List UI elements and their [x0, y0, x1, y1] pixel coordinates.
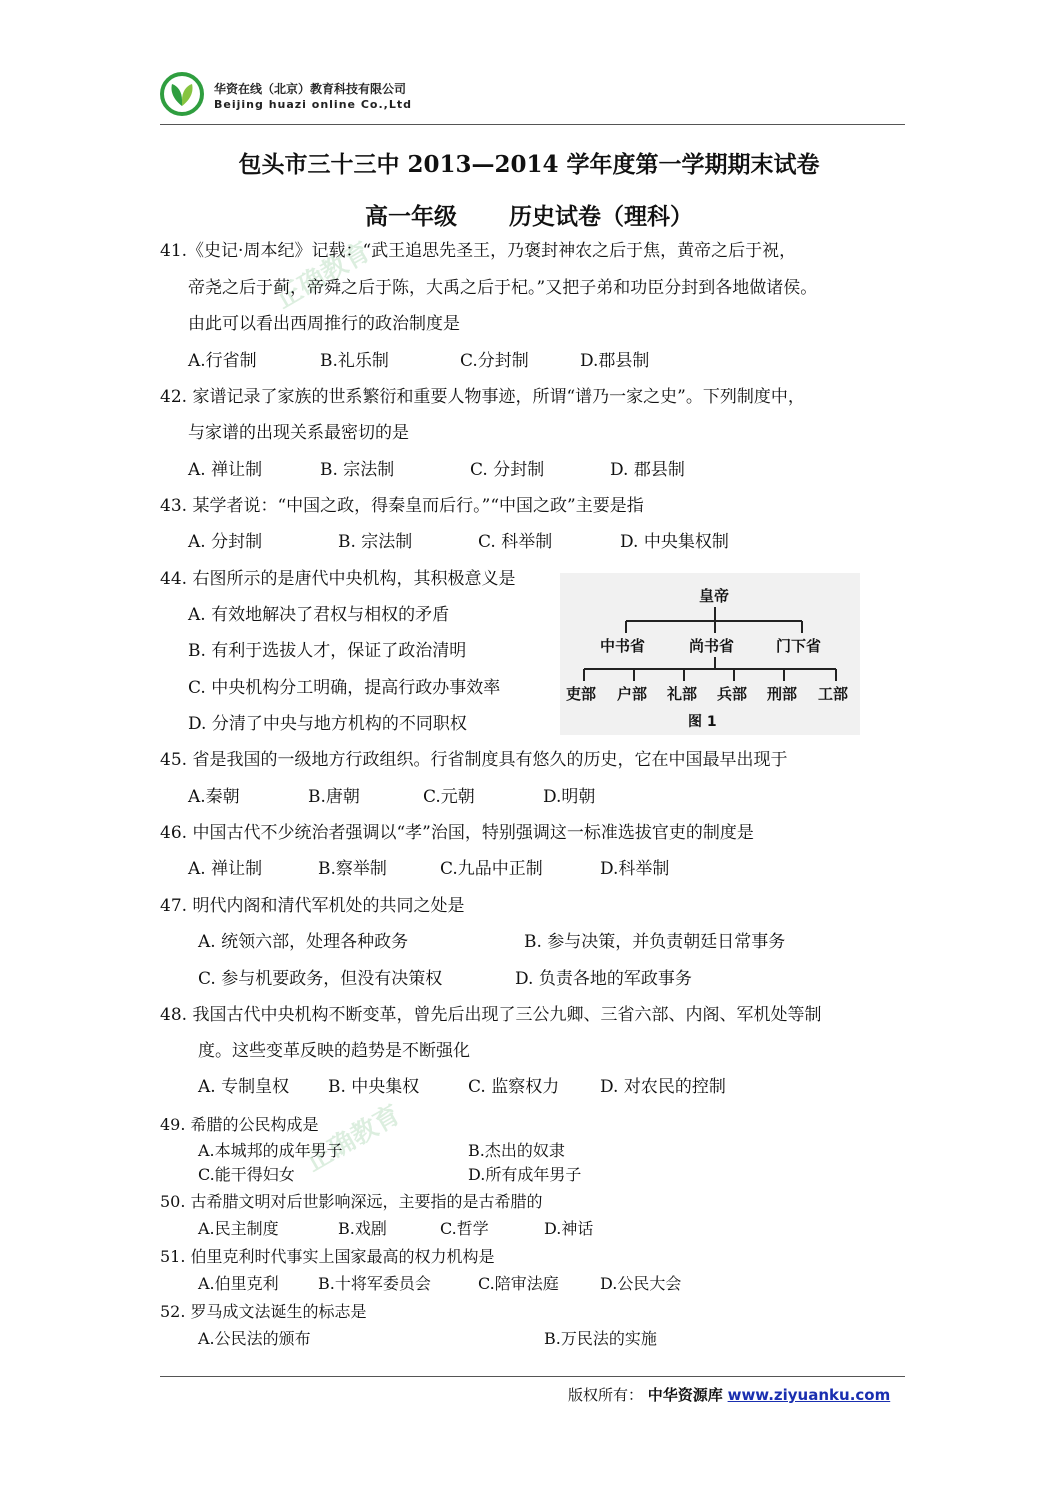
exam-title: 包头市三十三中 2013—2014 学年度第一学期期末试卷 [238, 151, 820, 178]
question-48-option-b: B. 中央集权 [328, 1077, 420, 1097]
node-shangshu: 尚书省 [689, 637, 735, 655]
question-48-option-d: D. 对农民的控制 [600, 1077, 726, 1097]
question-51-option-a: A.伯里克利 [198, 1274, 279, 1293]
company-name-cn: 华资在线（北京）教育科技有限公司 [214, 82, 407, 96]
question-50-option-b: B.戏剧 [338, 1219, 387, 1238]
question-47-option-c: C. 参与机要政务，但没有决策权 [198, 969, 443, 989]
page-footer [568, 1384, 890, 1405]
question-45-line: 45. 省是我国的一级地方行政组织。行省制度具有悠久的历史，它在中国最早出现于 [160, 750, 788, 770]
node-ministry-war: 兵部 [717, 685, 748, 703]
question-43-line: 43. 某学者说：“中国之政，得秦皇而后行。”“中国之政”主要是指 [160, 496, 644, 516]
question-42-option-a: A. 禅让制 [188, 460, 263, 480]
question-43-option-d: D. 中央集权制 [620, 532, 729, 552]
figure-caption: 图 1 [688, 714, 717, 730]
question-41-option-b: B.礼乐制 [320, 351, 389, 371]
copyright-org: 中华资源库 [647, 1386, 723, 1404]
question-44-option-d: D. 分清了中央与地方机构的不同职权 [188, 714, 467, 734]
company-name-en: Beijing huazi online Co.,Ltd [214, 98, 412, 111]
question-42-option-b: B. 宗法制 [320, 460, 395, 480]
question-43-option-a: A. 分封制 [188, 532, 263, 552]
question-49-option-a: A.本城邦的成年男子 [198, 1141, 343, 1160]
question-47-option-d: D. 负责各地的军政事务 [515, 969, 692, 989]
question-44-option-c: C. 中央机构分工明确，提高行政办事效率 [188, 678, 501, 698]
question-44-line: 44. 右图所示的是唐代中央机构，其积极意义是 [160, 569, 516, 589]
question-52-line: 52. 罗马成文法诞生的标志是 [160, 1302, 367, 1321]
question-41-line: 由此可以看出西周推行的政治制度是 [188, 314, 460, 334]
question-45-option-d: D.明朝 [543, 787, 596, 807]
question-46-option-b: B.察举制 [318, 859, 387, 879]
question-47-option-a: A. 统领六部，处理各种政务 [198, 932, 409, 952]
question-48-line: 度。这些变革反映的趋势是不断强化 [198, 1041, 470, 1061]
footer-link[interactable]: www.ziyuanku.com [727, 1386, 891, 1404]
question-50-line: 50. 古希腊文明对后世影响深远，主要指的是古希腊的 [160, 1192, 543, 1211]
question-51-option-d: D.公民大会 [600, 1274, 682, 1293]
question-49-option-b: B.杰出的奴隶 [468, 1141, 565, 1160]
question-48-option-a: A. 专制皇权 [198, 1077, 290, 1097]
watermark: 正确教育 [300, 1099, 406, 1178]
grade-label: 高一年级 [364, 203, 457, 230]
question-45-option-b: B.唐朝 [308, 787, 360, 807]
question-44-option-a: A. 有效地解决了君权与相权的矛盾 [188, 605, 450, 625]
question-52-option-a: A.公民法的颁布 [198, 1329, 311, 1348]
question-42-line: 42. 家谱记录了家族的世系繁衍和重要人物事迹，所谓“谱乃一家之史”。下列制度中， [160, 387, 805, 407]
node-ministry-personnel: 吏部 [566, 685, 597, 703]
footer-divider [160, 1376, 905, 1377]
question-46-option-a: A. 禅让制 [188, 859, 263, 879]
watermark: 正确教育 [270, 236, 376, 315]
question-42-option-c: C. 分封制 [470, 460, 545, 480]
question-50-option-d: D.神话 [544, 1219, 594, 1238]
question-41-option-c: C.分封制 [460, 351, 529, 371]
exam-subtitle [0, 198, 1058, 231]
question-42-line: 与家谱的出现关系最密切的是 [188, 423, 409, 443]
question-46-line: 46. 中国古代不少统治者强调以“孝”治国，特别强调这一标准选拔官吏的制度是 [160, 823, 754, 843]
node-ministry-works: 工部 [818, 685, 849, 703]
question-47-line: 47. 明代内阁和清代军机处的共同之处是 [160, 896, 465, 916]
question-48-line: 48. 我国古代中央机构不断变革，曾先后出现了三公九卿、三省六部、内阁、军机处等制 [160, 1005, 822, 1025]
question-51-line: 51. 伯里克利时代事实上国家最高的权力机构是 [160, 1247, 495, 1266]
question-51-option-c: C.陪审法庭 [478, 1274, 559, 1293]
question-52-option-b: B.万民法的实施 [544, 1329, 657, 1348]
tang-government-diagram [560, 573, 860, 735]
page-header [160, 70, 905, 124]
question-50-option-a: A.民主制度 [198, 1219, 279, 1238]
node-ministry-justice: 刑部 [767, 685, 798, 703]
question-41-line: 41.《史记·周本纪》记载：“武王追思先圣王，乃褒封神农之后于焦，黄帝之后于祝， [160, 241, 797, 261]
node-ministry-revenue: 户部 [617, 685, 648, 703]
question-49-line: 49. 希腊的公民构成是 [160, 1115, 319, 1134]
question-43-option-c: C. 科举制 [478, 532, 553, 552]
question-42-option-d: D. 郡县制 [610, 460, 685, 480]
copyright-prefix: 版权所有： [568, 1386, 644, 1404]
question-51-option-b: B.十将军委员会 [318, 1274, 431, 1293]
question-50-option-c: C.哲学 [440, 1219, 489, 1238]
node-emperor: 皇帝 [699, 587, 730, 605]
header-divider [160, 124, 905, 125]
node-menxia: 门下省 [776, 637, 822, 655]
question-46-option-d: D.科举制 [600, 859, 670, 879]
question-44-option-b: B. 有利于选拔人才，保证了政治清明 [188, 641, 467, 661]
question-48-option-c: C. 监察权力 [468, 1077, 560, 1097]
question-41-option-a: A.行省制 [188, 351, 257, 371]
question-47-option-b: B. 参与决策，并负责朝廷日常事务 [524, 932, 786, 952]
question-49-option-c: C.能干得妇女 [198, 1165, 295, 1184]
question-45-option-c: C.元朝 [423, 787, 475, 807]
company-logo-icon [160, 72, 204, 116]
question-46-option-c: C.九品中正制 [440, 859, 543, 879]
question-43-option-b: B. 宗法制 [338, 532, 413, 552]
question-49-option-d: D.所有成年男子 [468, 1165, 582, 1184]
node-ministry-rites: 礼部 [667, 685, 698, 703]
node-zhongshu: 中书省 [600, 637, 646, 655]
question-41-option-d: D.郡县制 [580, 351, 650, 371]
subject-label: 历史试卷（理科） [509, 203, 694, 230]
question-41-line: 帝尧之后于蓟，帝舜之后于陈，大禹之后于杞。”又把子弟和功臣分封到各地做诸侯。 [188, 278, 818, 298]
question-45-option-a: A.秦朝 [188, 787, 240, 807]
